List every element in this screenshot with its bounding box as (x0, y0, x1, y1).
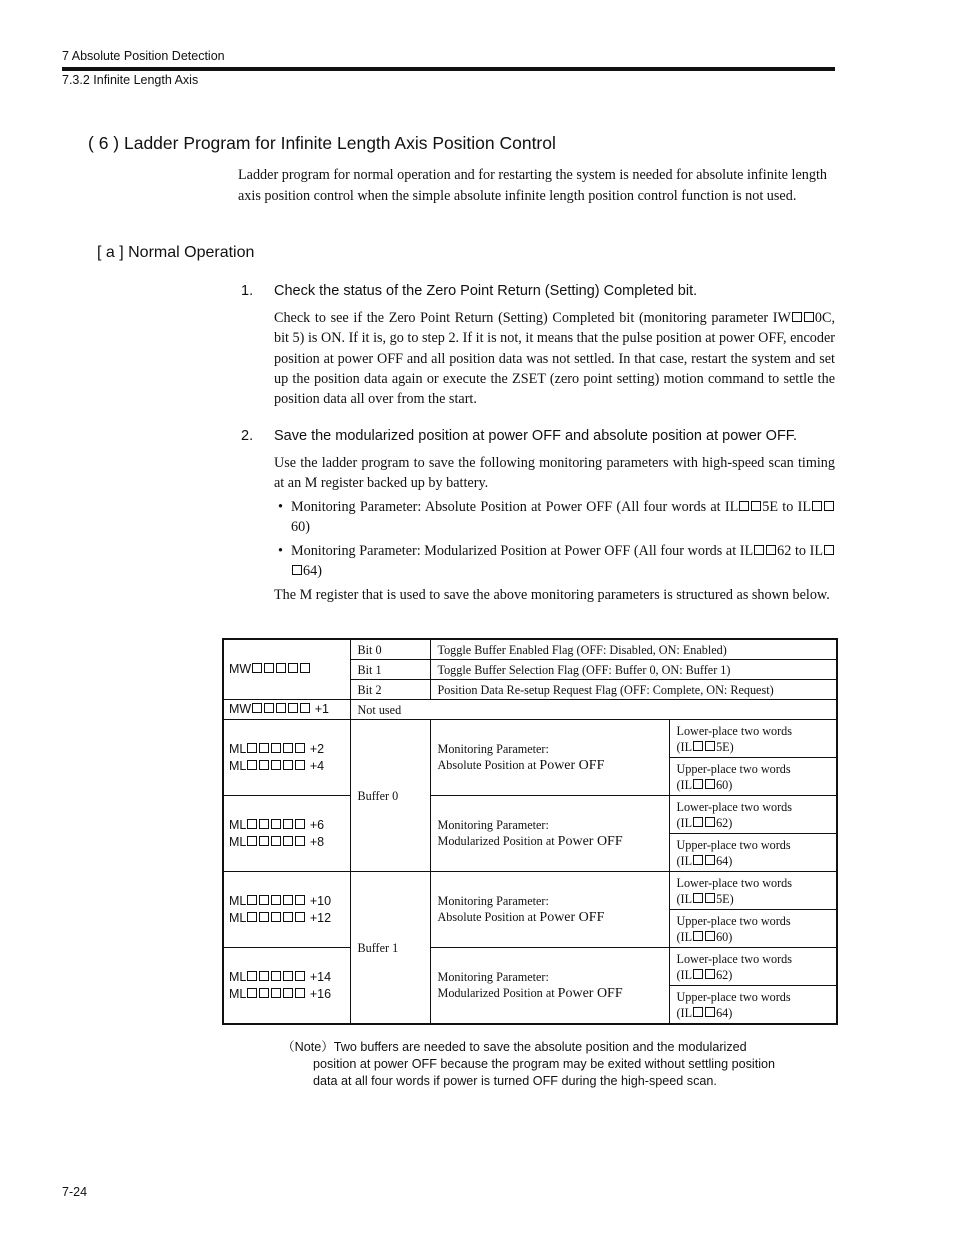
word-cell: Upper-place two words (IL 64) (669, 834, 837, 872)
placeholder-box-icon (283, 743, 293, 753)
placeholder-box-icon (300, 703, 310, 713)
placeholder-box-icon (252, 703, 262, 713)
table-row (223, 948, 837, 986)
placeholder-box-icon (693, 893, 703, 903)
placeholder-box-icon (271, 743, 281, 753)
step-1-body-post: 0C, bit 5) is ON. If it is, go to step 2. If it is not, it means that the pulse position at power OFF, encoder position at power OFF and all position data was not settled. In that case, restart the system and set up the position data again or execute the ZSET (zero point setting) motion command to settle the position data all over from the start. (274, 310, 835, 408)
placeholder-box-icon (259, 988, 269, 998)
placeholder-box-icon (295, 912, 305, 922)
placeholder-box-icon (283, 895, 293, 905)
bullet-text: 62 to IL (777, 543, 823, 559)
placeholder-box-icon (271, 836, 281, 846)
placeholder-box-icon (295, 988, 305, 998)
table-note (282, 1039, 782, 1091)
register-cell: ML +14 ML +16 (223, 948, 350, 1025)
register-cell: ML +6 ML +8 (223, 796, 350, 872)
placeholder-box-icon (824, 501, 834, 511)
parameter-cell: Monitoring Parameter: Absolute Position at Power OFF (430, 872, 669, 948)
placeholder-box-icon (295, 836, 305, 846)
step-1-body-pre: Check to see if the Zero Point Return (Setting) Completed bit (monitoring parameter IW (274, 310, 791, 326)
placeholder-box-icon (300, 663, 310, 673)
placeholder-box-icon (247, 895, 257, 905)
bullet-dot: • (278, 499, 283, 515)
bullet-text: 64) (303, 563, 322, 580)
placeholder-box-icon (693, 741, 703, 751)
placeholder-box-icon (705, 969, 715, 979)
placeholder-box-icon (259, 836, 269, 846)
bit-description: Position Data Re-setup Request Flag (OFF: Complete, ON: Request) (430, 680, 837, 700)
bullet-text: Monitoring Parameter: Modularized Position at Power OFF (All four words at IL (291, 543, 754, 559)
placeholder-box-icon (292, 565, 302, 575)
placeholder-box-icon (283, 819, 293, 829)
register-cell: MW +1 (223, 700, 350, 720)
placeholder-box-icon (288, 703, 298, 713)
bit-description: Toggle Buffer Selection Flag (OFF: Buffer 0, ON: Buffer 1) (430, 660, 837, 680)
placeholder-box-icon (276, 663, 286, 673)
placeholder-box-icon (264, 703, 274, 713)
step-2-heading (241, 428, 797, 444)
placeholder-box-icon (751, 501, 761, 511)
placeholder-box-icon (259, 819, 269, 829)
placeholder-box-icon (705, 741, 715, 751)
word-cell: Lower-place two words (IL 62) (669, 948, 837, 986)
intro-paragraph: Ladder program for normal operation and for restarting the system is needed for absolute infinite length axis position control when the simple absolute infinite length position control function is not used. (238, 167, 827, 204)
word-cell: Lower-place two words (IL 5E) (669, 872, 837, 910)
bit-description: Toggle Buffer Enabled Flag (OFF: Disabled, ON: Enabled) (430, 639, 837, 660)
header-section: 7.3.2 Infinite Length Axis (62, 73, 199, 87)
placeholder-box-icon (247, 819, 257, 829)
word-cell: Lower-place two words (IL 5E) (669, 720, 837, 758)
word-cell: Upper-place two words (IL 64) (669, 986, 837, 1025)
placeholder-box-icon (812, 501, 822, 511)
placeholder-box-icon (754, 545, 764, 555)
note-label: （Note） (282, 1040, 334, 1054)
placeholder-box-icon (705, 779, 715, 789)
placeholder-box-icon (295, 819, 305, 829)
placeholder-box-icon (693, 969, 703, 979)
placeholder-box-icon (824, 545, 834, 555)
placeholder-box-icon (247, 912, 257, 922)
register-cell: MW (223, 639, 350, 700)
bit-cell: Bit 0 (350, 639, 430, 660)
placeholder-box-icon (276, 703, 286, 713)
placeholder-box-icon (259, 971, 269, 981)
placeholder-box-icon (283, 836, 293, 846)
bit-cell: Bit 1 (350, 660, 430, 680)
note-first-line: Two buffers are needed to save the absolute position and the modularized (333, 1040, 747, 1054)
placeholder-box-icon (693, 1007, 703, 1017)
bullet-text: 5E to IL (762, 499, 811, 515)
placeholder-box-icon (739, 501, 749, 511)
placeholder-box-icon (804, 312, 814, 322)
placeholder-box-icon (705, 931, 715, 941)
header-rule (62, 67, 835, 71)
buffer-label: Buffer 0 (350, 720, 430, 872)
placeholder-box-icon (295, 971, 305, 981)
word-cell: Upper-place two words (IL 60) (669, 758, 837, 796)
page-number: 7-24 (62, 1185, 88, 1199)
placeholder-box-icon (247, 988, 257, 998)
placeholder-box-icon (283, 971, 293, 981)
m-register-intro: The M register that is used to save the above monitoring parameters is structured as shown below. (274, 587, 830, 603)
table-row (223, 639, 837, 660)
placeholder-box-icon (247, 971, 257, 981)
register-cell: ML +10 ML +12 (223, 872, 350, 948)
placeholder-box-icon (705, 1007, 715, 1017)
placeholder-box-icon (271, 760, 281, 770)
placeholder-box-icon (271, 912, 281, 922)
placeholder-box-icon (283, 760, 293, 770)
step-2-number: 2. (241, 428, 254, 444)
placeholder-box-icon (259, 895, 269, 905)
placeholder-box-icon (271, 971, 281, 981)
placeholder-box-icon (295, 895, 305, 905)
placeholder-box-icon (295, 760, 305, 770)
parameter-cell: Monitoring Parameter: Modularized Position at Power OFF (430, 948, 669, 1025)
placeholder-box-icon (271, 895, 281, 905)
bullet-text: 60) (291, 519, 310, 536)
parameter-cell: Monitoring Parameter: Absolute Position at Power OFF (430, 720, 669, 796)
placeholder-box-icon (271, 819, 281, 829)
placeholder-box-icon (288, 663, 298, 673)
step-2-heading-text: Save the modularized position at power OFF and absolute position at power OFF. (274, 428, 798, 444)
step-1-body (274, 308, 835, 409)
step-2-body: Use the ladder program to save the following monitoring parameters with high-speed scan timing at an M register backed up by battery. (274, 455, 835, 492)
subsection-title: [ a ] Normal Operation (97, 244, 255, 261)
register-cell: ML +2 ML +4 (223, 720, 350, 796)
placeholder-box-icon (766, 545, 776, 555)
placeholder-box-icon (283, 988, 293, 998)
placeholder-box-icon (264, 663, 274, 673)
parameter-cell: Monitoring Parameter: Modularized Position at Power OFF (430, 796, 669, 872)
bullet-item (278, 541, 835, 582)
header-chapter: 7 Absolute Position Detection (62, 49, 225, 63)
placeholder-box-icon (283, 912, 293, 922)
bit-cell: Bit 2 (350, 680, 430, 700)
placeholder-box-icon (259, 912, 269, 922)
placeholder-box-icon (693, 817, 703, 827)
step-1-heading (241, 283, 697, 299)
bullet-item (278, 497, 835, 538)
placeholder-box-icon (259, 743, 269, 753)
table-row (223, 872, 837, 910)
placeholder-box-icon (259, 760, 269, 770)
table-row (223, 700, 837, 720)
bullet-text: Monitoring Parameter: Absolute Position at Power OFF (All four words at IL (291, 499, 739, 515)
word-cell: Upper-place two words (IL 60) (669, 910, 837, 948)
section-title: ( 6 ) Ladder Program for Infinite Length Axis Position Control (88, 133, 556, 153)
m-register-table (222, 638, 838, 1025)
placeholder-box-icon (693, 855, 703, 865)
step-1-number: 1. (241, 283, 254, 299)
placeholder-box-icon (247, 836, 257, 846)
not-used-cell: Not used (350, 700, 837, 720)
table-row (223, 720, 837, 758)
placeholder-box-icon (792, 312, 802, 322)
placeholder-box-icon (271, 988, 281, 998)
placeholder-box-icon (295, 743, 305, 753)
placeholder-box-icon (252, 663, 262, 673)
word-cell: Lower-place two words (IL 62) (669, 796, 837, 834)
step-1-heading-text: Check the status of the Zero Point Return (Setting) Completed bit. (274, 283, 698, 299)
placeholder-box-icon (693, 931, 703, 941)
placeholder-box-icon (247, 743, 257, 753)
placeholder-box-icon (705, 855, 715, 865)
table-row (223, 796, 837, 834)
bullet-dot: • (278, 543, 283, 559)
note-continuation: position at power OFF because the program may be exited without settling position data at all four words if power is turned OFF during the high-speed scan. (313, 1057, 776, 1089)
placeholder-box-icon (693, 779, 703, 789)
buffer-label: Buffer 1 (350, 872, 430, 1025)
placeholder-box-icon (247, 760, 257, 770)
placeholder-box-icon (705, 893, 715, 903)
placeholder-box-icon (705, 817, 715, 827)
